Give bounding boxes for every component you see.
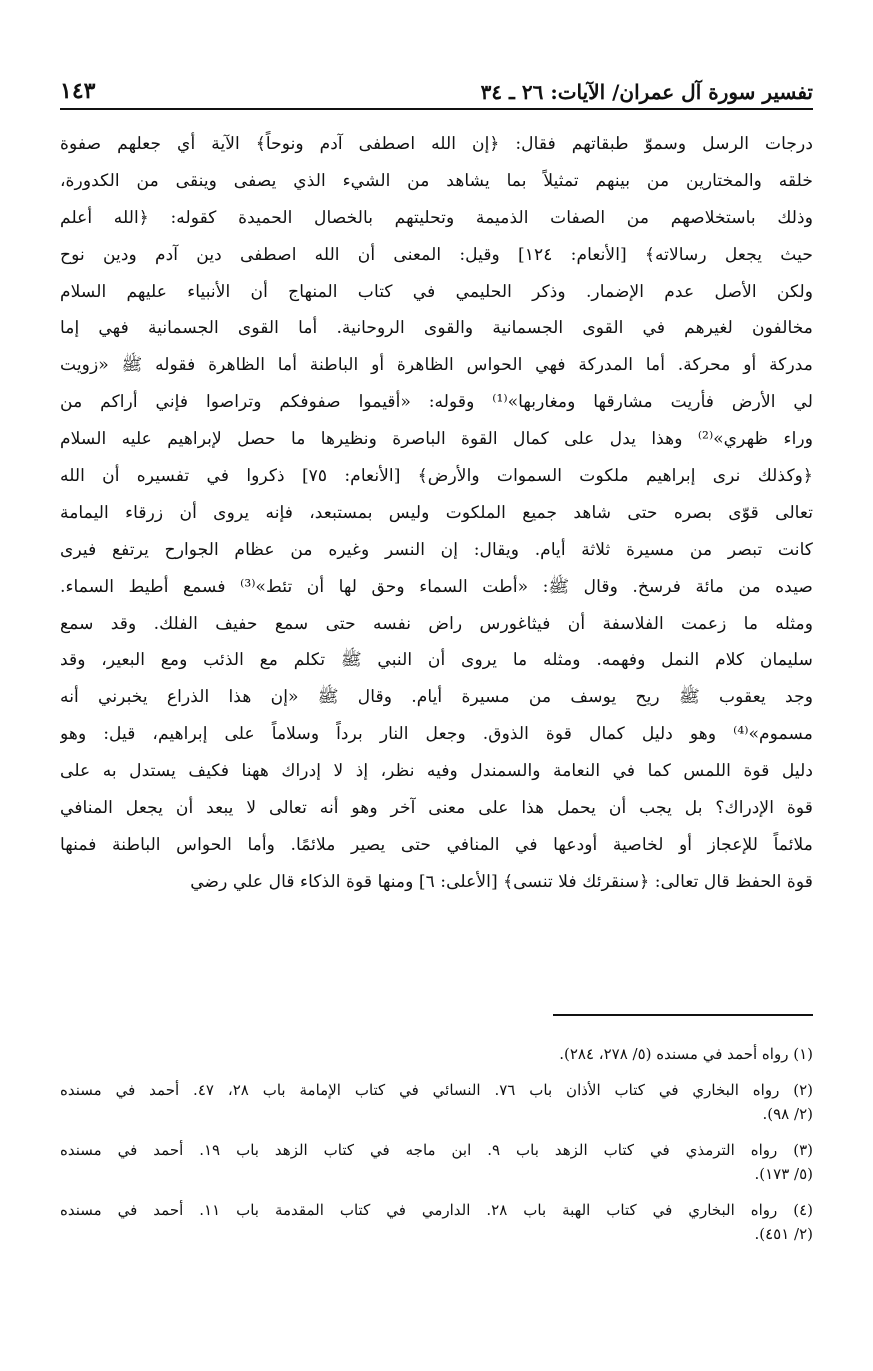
header-title: تفسير سورة آل عمران/ الآيات: ٢٦ ـ ٣٤	[480, 80, 813, 104]
footnote-line: (٢) رواه البخاري في كتاب الأذان باب ٧٦. النسائي في كتاب الإمامة باب ٢٨، ٤٧. أحمد في مسنده	[60, 1081, 813, 1099]
text-line: درجات الرسل وسموّ طبقاتهم فقال: ﴿إن الله اصطفى آدم ونوحاً﴾ الآية أي جعلهم صفوة	[60, 134, 813, 154]
text-line: صيده من مائة فرسخ. وقال ﷺ: «أطت السماء وحق لها أن تئط»⁽³⁾ فسمع أطيط السماء.	[60, 576, 813, 597]
footnote-line: (٥/ ١٧٣).	[754, 1165, 813, 1183]
text-line: وراء ظهري»⁽²⁾ وهذا يدل على كمال القوة الباصرة ونظيرها ما حصل لإبراهيم عليه السلام	[60, 429, 813, 450]
text-line: كانت تبصر من مسيرة ثلاثة أيام. ويقال: إن النسر وغيره من عظام الجوارح يرتفع فيرى	[60, 539, 813, 560]
text-line: لي الأرض فأريت مشارقها ومغاربها»⁽¹⁾ وقوله: «أقيموا صفوفكم وتراصوا فإني أراكم من	[60, 392, 813, 413]
text-line: حيث يجعل رسالاته﴾ [الأنعام: ١٢٤] وقيل: المعنى أن الله اصطفى دين آدم ودين نوح	[60, 244, 813, 265]
text-line: وذلك باستخلاصهم من الصفات الذميمة وتحليتهم بالخصال الحميدة كقوله: ﴿الله أعلم	[60, 207, 813, 228]
footnote	[60, 1078, 813, 1126]
text-line: ملائماً للإعجاز أو لخاصية أودعها في المنافي حتى يصير ملائمًا. وأما الحواس الباطنة فمنها	[60, 834, 813, 855]
text-line: خلقه والمختارين من بينهم تمثيلاً بما يشاهد من الشيء الذي يصفى وينقى من الكدورة،	[60, 170, 813, 191]
text-line: ومثله ما زعمت الفلاسفة أن فيثاغورس راض نفسه حتى سمع حفيف الفلك. وقد سمع	[60, 613, 813, 634]
footnote	[60, 1138, 813, 1186]
text-line: سليمان كلام النمل وفهمه. ومثله ما يروى أن النبي ﷺ تكلم مع الذئب ومع البعير، وقد	[60, 650, 813, 671]
footnotes	[60, 1042, 813, 1258]
text-line: تعالى قوّى بصره حتى شاهد جميع الملكوت وليس بمستبعد، فإنه يروى أن زرقاء اليمامة	[60, 502, 813, 523]
text-line: قوة الحفظ قال تعالى: ﴿سنقرئك فلا تنسى﴾ [الأعلى: ٦] ومنها قوة الذكاء قال علي رضي	[190, 871, 813, 892]
footnote-line: (٣) رواه الترمذي في كتاب الزهد باب ٩. ابن ماجه في كتاب الزهد باب ١٩. أحمد في مسنده	[60, 1141, 813, 1159]
text-line: مدركة أو محركة. أما المدركة فهي الحواس الظاهرة أو الباطنة أما الظاهرة فقوله ﷺ «زويت	[60, 355, 813, 376]
running-header	[60, 70, 813, 110]
footnote-line: (١) رواه أحمد في مسنده (٥/ ٢٧٨، ٢٨٤).	[559, 1045, 813, 1063]
text-line: ﴿وكذلك نرى إبراهيم ملكوت السموات والأرض﴾ [الأنعام: ٧٥] ذكروا في تفسيره أن الله	[60, 466, 813, 487]
text-line: قوة الإدراك؟ بل يجب أن يحمل هذا على معنى آخر وهو أنه تعالى لا يبعد أن يجعل المنافي	[60, 798, 813, 819]
footnote	[60, 1198, 813, 1246]
footnote	[60, 1042, 813, 1066]
text-line: مخالفون لغيرهم في القوى الجسمانية والقوى الروحانية. أما القوى الجسمانية فهي إما	[60, 318, 813, 339]
text-line: ولكن الأصل عدم الإضمار. وذكر الحليمي في كتاب المنهاج أن الأنبياء عليهم السلام	[60, 281, 813, 302]
main-text	[60, 126, 813, 901]
footnote-line: (٤) رواه البخاري في كتاب الهبة باب ٢٨. الدارمي في كتاب المقدمة باب ١١. أحمد في مسنده	[60, 1201, 813, 1219]
footnote-separator	[553, 1014, 813, 1016]
text-line: دليل قوة اللمس كما في النعامة والسمندل وفيه نظر، إذ لا إدراك ههنا فكيف يستدل به على	[60, 761, 813, 782]
page-number: ١٤٣	[60, 78, 96, 104]
footnote-line: (٢/ ٩٨).	[762, 1105, 813, 1123]
text-line: مسموم»⁽⁴⁾ وهو دليل كمال قوة الذوق. وجعل النار برداً وسلاماً على إبراهيم، قيل: وهو	[60, 724, 813, 745]
footnote-line: (٢/ ٤٥١).	[754, 1225, 813, 1243]
text-line: وجد يعقوب ﷺ ريح يوسف من مسيرة أيام. وقال ﷺ «إن هذا الذراع يخبرني أنه	[60, 687, 813, 708]
